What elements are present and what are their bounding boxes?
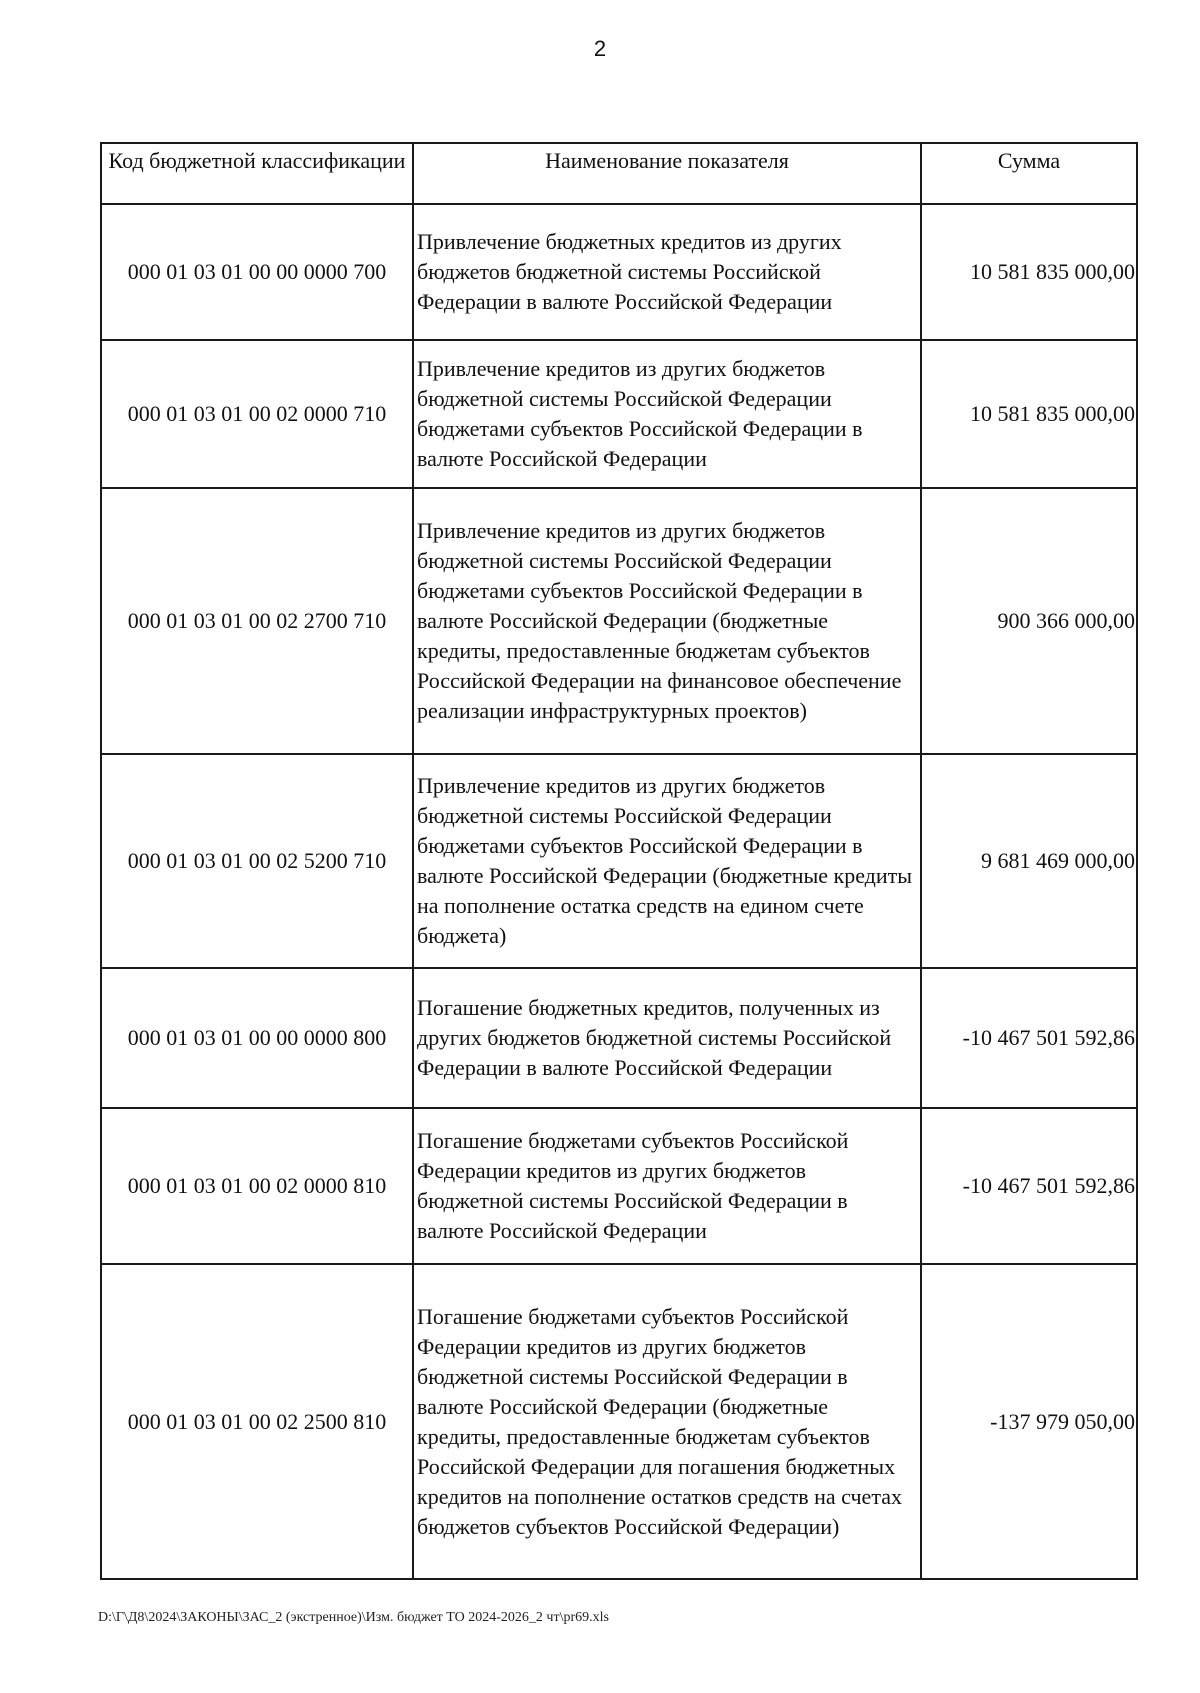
row-sum: 10 581 835 000,00 — [921, 204, 1137, 340]
row-name: Привлечение кредитов из других бюджетов бюджетной системы Российской Федерации бюджетами субъектов Российской Федерации в валюте Российской Федерации (бюджетные кредиты на пополнение остатка средств на едином счете бюджета) — [413, 754, 921, 968]
table-row — [101, 1264, 1137, 1579]
header-code: Код бюджетной классификации — [101, 143, 413, 204]
table-header-row — [101, 143, 1137, 204]
table-row — [101, 340, 1137, 488]
row-sum: 900 366 000,00 — [921, 488, 1137, 754]
row-sum: 9 681 469 000,00 — [921, 754, 1137, 968]
row-name: Погашение бюджетных кредитов, полученных из других бюджетов бюджетной системы Российской Федерации в валюте Российской Федерации — [413, 968, 921, 1108]
page-number: 2 — [593, 36, 607, 61]
table-row — [101, 968, 1137, 1108]
row-code: 000 01 03 01 00 02 2700 710 — [101, 488, 413, 754]
row-code: 000 01 03 01 00 02 0000 810 — [101, 1108, 413, 1264]
header-name: Наименование показателя — [413, 143, 921, 204]
row-code: 000 01 03 01 00 02 5200 710 — [101, 754, 413, 968]
table-row — [101, 754, 1137, 968]
row-name: Привлечение бюджетных кредитов из других бюджетов бюджетной системы Российской Федерации в валюте Российской Федерации — [413, 204, 921, 340]
footer-file-path: D:\Г\Д8\2024\ЗАКОНЫ\ЗАС_2 (экстренное)\Изм. бюджет ТО 2024-2026_2 чт\pr69.xls — [98, 1610, 609, 1625]
row-sum: -10 467 501 592,86 — [921, 1108, 1137, 1264]
row-code: 000 01 03 01 00 00 0000 700 — [101, 204, 413, 340]
row-name: Привлечение кредитов из других бюджетов бюджетной системы Российской Федерации бюджетами субъектов Российской Федерации в валюте Российской Федерации — [413, 340, 921, 488]
header-sum: Сумма — [921, 143, 1137, 204]
row-code: 000 01 03 01 00 02 0000 710 — [101, 340, 413, 488]
row-code: 000 01 03 01 00 00 0000 800 — [101, 968, 413, 1108]
budget-classification-table — [100, 142, 1138, 1580]
table-row — [101, 204, 1137, 340]
row-name: Погашение бюджетами субъектов Российской Федерации кредитов из других бюджетов бюджетной системы Российской Федерации в валюте Российской Федерации (бюджетные кредиты, предоставленные бюджетам субъектов Российской Федерации для погашения бюджетных кредитов на пополнение остатков средств на счетах бюджетов субъектов Российской Федерации) — [413, 1264, 921, 1579]
row-name: Погашение бюджетами субъектов Российской Федерации кредитов из других бюджетов бюджетной системы Российской Федерации в валюте Российской Федерации — [413, 1108, 921, 1264]
table-row — [101, 1108, 1137, 1264]
row-sum: -10 467 501 592,86 — [921, 968, 1137, 1108]
row-name: Привлечение кредитов из других бюджетов бюджетной системы Российской Федерации бюджетами субъектов Российской Федерации в валюте Российской Федерации (бюджетные кредиты, предоставленные бюджетам субъектов Российской Федерации на финансовое обеспечение реализации инфраструктурных проектов) — [413, 488, 921, 754]
table-row — [101, 488, 1137, 754]
row-sum: -137 979 050,00 — [921, 1264, 1137, 1579]
row-sum: 10 581 835 000,00 — [921, 340, 1137, 488]
row-code: 000 01 03 01 00 02 2500 810 — [101, 1264, 413, 1579]
